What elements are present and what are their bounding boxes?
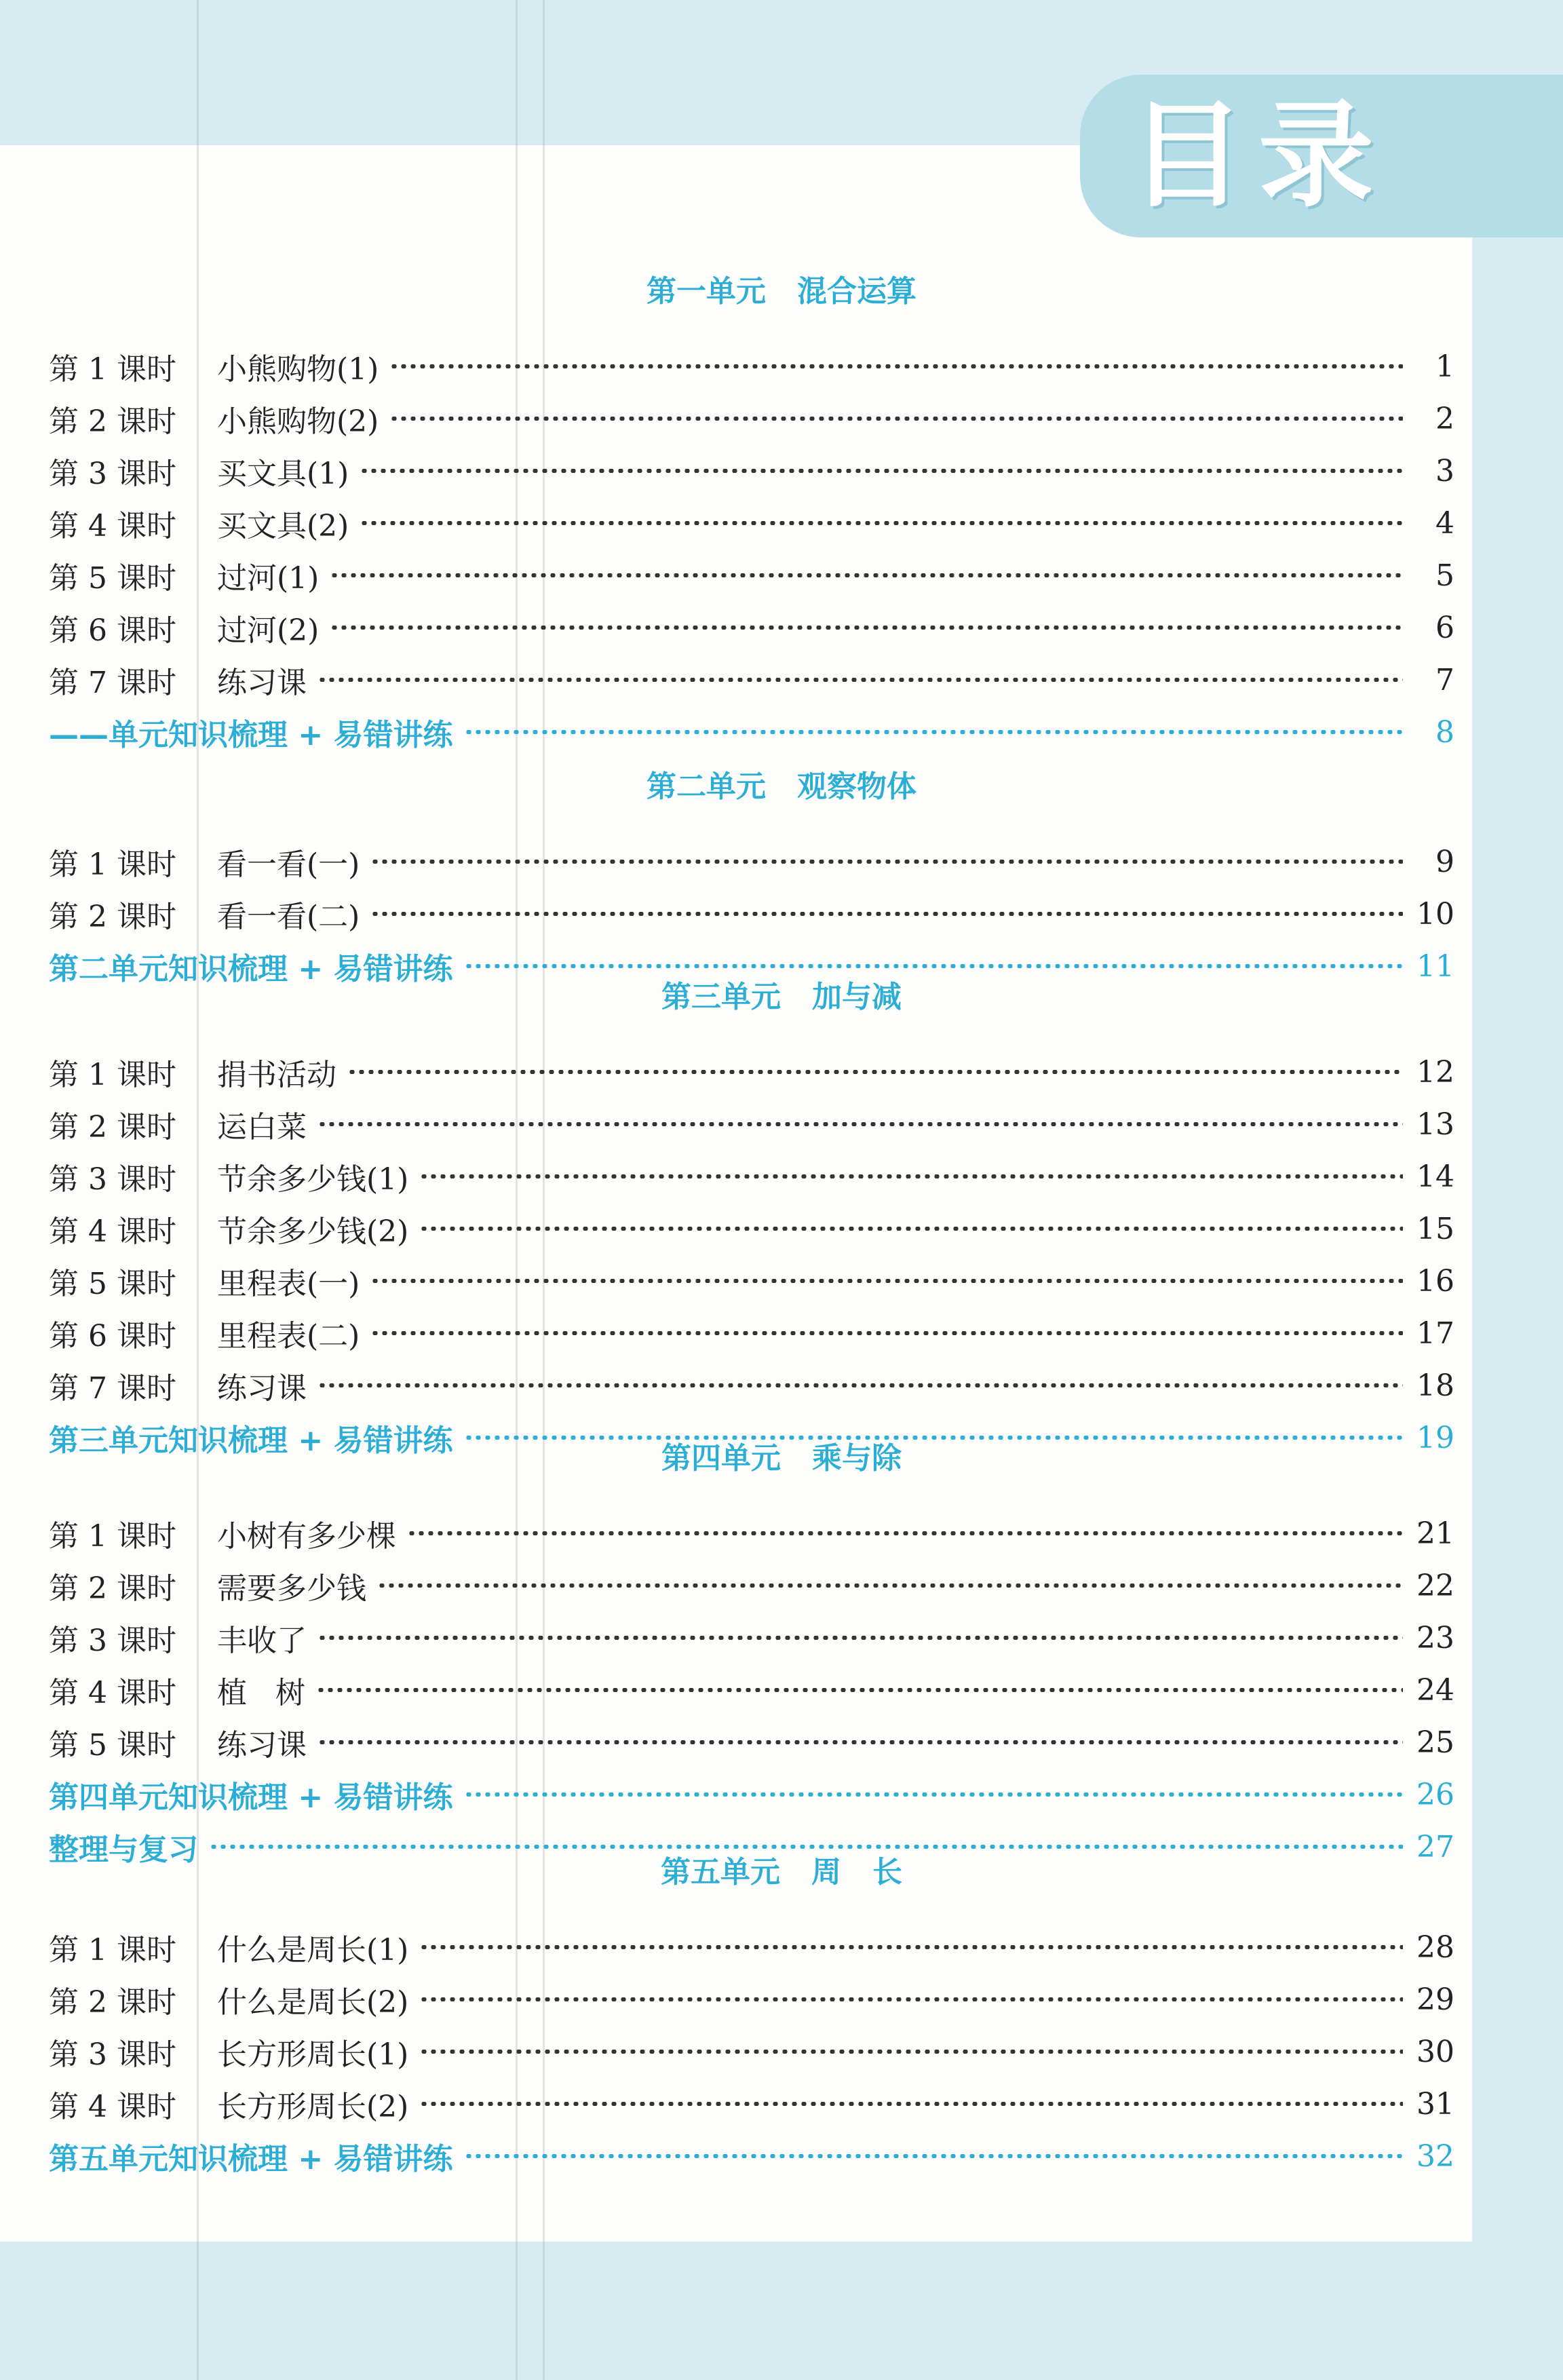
dot-leader xyxy=(347,1070,1403,1074)
page-number: 32 xyxy=(1416,2138,1454,2174)
page-number: 10 xyxy=(1416,896,1454,932)
page-number: 23 xyxy=(1416,1620,1454,1655)
toc-entry[interactable] xyxy=(49,1513,1454,1554)
toc-entry[interactable] xyxy=(49,2084,1454,2124)
dot-leader xyxy=(316,1688,1403,1692)
lesson-title: 练习课 xyxy=(216,666,307,700)
page-number: 27 xyxy=(1416,1829,1454,1864)
lesson-label: 第 1 课时 xyxy=(49,847,176,882)
lesson-label: 第 5 课时 xyxy=(49,1267,176,1301)
lesson-label: 第 6 课时 xyxy=(49,613,176,648)
lesson-label: 第 1 课时 xyxy=(49,1058,176,1092)
lesson-label: 第 5 课时 xyxy=(49,1728,176,1763)
page-number: 28 xyxy=(1416,1930,1454,1965)
toc-entry[interactable] xyxy=(49,607,1454,648)
page-number: 26 xyxy=(1416,1777,1454,1812)
dot-leader xyxy=(209,1845,1403,1849)
lesson-title: 过河(1) xyxy=(216,561,320,596)
page-number: 30 xyxy=(1416,2034,1454,2069)
lesson-title: 节余多少钱(2) xyxy=(216,1214,409,1249)
dot-leader xyxy=(317,1383,1403,1387)
lesson-label: 第 7 课时 xyxy=(49,666,176,700)
dot-leader xyxy=(370,912,1403,916)
review-entry-title: 第四单元知识梳理 + 易错讲练 xyxy=(49,1780,453,1815)
unit-title: 第三单元 加与减 xyxy=(661,980,902,1014)
lesson-title: 过河(2) xyxy=(216,613,320,648)
dot-leader xyxy=(419,2050,1403,2054)
dot-leader xyxy=(419,1174,1403,1178)
lesson-title: 丰收了 xyxy=(216,1624,307,1658)
review-entry-title: 第三单元知识梳理 + 易错讲练 xyxy=(49,1423,453,1458)
review-entry-title: ——单元知识梳理 + 易错讲练 xyxy=(49,718,453,752)
lesson-title: 长方形周长(1) xyxy=(216,2037,409,2072)
review-entry[interactable] xyxy=(49,1774,1454,1815)
lesson-label: 第 4 课时 xyxy=(49,509,176,543)
dot-leader xyxy=(389,364,1403,368)
review-entry-title: 第五单元知识梳理 + 易错讲练 xyxy=(49,2142,453,2176)
lesson-title: 运白菜 xyxy=(216,1110,307,1145)
lesson-label: 第 2 课时 xyxy=(49,404,176,439)
lesson-label: 第 3 课时 xyxy=(49,1162,176,1197)
lesson-title: 买文具(2) xyxy=(216,509,349,543)
page-number: 11 xyxy=(1416,948,1454,984)
toc-entry[interactable] xyxy=(49,1979,1454,2020)
page-number: 21 xyxy=(1416,1516,1454,1551)
dot-leader xyxy=(330,573,1403,577)
dot-leader xyxy=(370,1279,1403,1283)
toc-entry[interactable] xyxy=(49,555,1454,596)
lesson-title: 小树有多少棵 xyxy=(216,1519,396,1554)
dot-leader xyxy=(464,1792,1403,1797)
page-number: 22 xyxy=(1416,1568,1454,1603)
extra-entry-title: 整理与复习 xyxy=(49,1832,198,1867)
lesson-title: 练习课 xyxy=(216,1728,307,1763)
lesson-label: 第 2 课时 xyxy=(49,1571,176,1606)
lesson-title: 练习课 xyxy=(216,1371,307,1406)
toc-entry[interactable] xyxy=(49,450,1454,491)
lesson-label: 第 3 课时 xyxy=(49,2037,176,2072)
page-number: 29 xyxy=(1416,1982,1454,2017)
lesson-title: 里程表(一) xyxy=(216,1267,360,1301)
lesson-title: 什么是周长(2) xyxy=(216,1985,409,2020)
lesson-label: 第 3 课时 xyxy=(49,1624,176,1658)
toc-entry[interactable] xyxy=(49,894,1454,934)
dot-leader xyxy=(317,1740,1403,1744)
toc-entry[interactable] xyxy=(49,1313,1454,1354)
page-number: 6 xyxy=(1435,610,1454,645)
toc-entry[interactable] xyxy=(49,841,1454,882)
toc-entry[interactable] xyxy=(49,346,1454,387)
toc-entry[interactable] xyxy=(49,1208,1454,1249)
lesson-title: 捐书活动 xyxy=(216,1058,336,1092)
page-number: 8 xyxy=(1435,714,1454,750)
toc-entry[interactable] xyxy=(49,1670,1454,1710)
page-number: 17 xyxy=(1416,1316,1454,1351)
dot-leader xyxy=(389,417,1403,421)
page-title: 目录 xyxy=(1130,89,1388,223)
toc-entry[interactable] xyxy=(49,1617,1454,1658)
dot-leader xyxy=(360,469,1403,473)
page-number: 13 xyxy=(1416,1107,1454,1142)
page-number: 12 xyxy=(1416,1054,1454,1090)
unit-title: 第一单元 混合运算 xyxy=(647,274,916,309)
dot-leader xyxy=(360,521,1403,525)
lesson-label: 第 4 课时 xyxy=(49,2090,176,2124)
lesson-label: 第 2 课时 xyxy=(49,900,176,934)
toc-entry[interactable] xyxy=(49,1261,1454,1301)
lesson-title: 什么是周长(1) xyxy=(216,1933,409,1968)
lesson-label: 第 1 课时 xyxy=(49,1933,176,1968)
page-number: 16 xyxy=(1416,1263,1454,1299)
page-number: 5 xyxy=(1435,558,1454,593)
dot-leader xyxy=(464,730,1403,734)
review-entry[interactable] xyxy=(49,712,1454,752)
page-number: 19 xyxy=(1416,1420,1454,1455)
dot-leader xyxy=(317,1122,1403,1126)
toc-entry[interactable] xyxy=(49,503,1454,543)
lesson-label: 第 2 课时 xyxy=(49,1985,176,2020)
page-number: 18 xyxy=(1416,1368,1454,1403)
toc-entry[interactable] xyxy=(49,1722,1454,1763)
page-number: 2 xyxy=(1435,401,1454,436)
lesson-title: 买文具(1) xyxy=(216,457,349,491)
toc-entry[interactable] xyxy=(49,1156,1454,1197)
toc-entry[interactable] xyxy=(49,1565,1454,1606)
lesson-label: 第 5 课时 xyxy=(49,561,176,596)
lesson-title: 看一看(一) xyxy=(216,847,360,882)
lesson-title: 需要多少钱 xyxy=(216,1571,366,1606)
unit-title: 第五单元 周 长 xyxy=(661,1855,902,1889)
dot-leader xyxy=(317,1636,1403,1640)
lesson-label: 第 7 课时 xyxy=(49,1371,176,1406)
page-number: 1 xyxy=(1435,349,1454,384)
toc-entry[interactable] xyxy=(49,1365,1454,1406)
lesson-label: 第 1 课时 xyxy=(49,352,176,387)
toc-entry[interactable] xyxy=(49,1052,1454,1092)
lesson-label: 第 1 课时 xyxy=(49,1519,176,1554)
dot-leader xyxy=(407,1531,1403,1535)
page-number: 31 xyxy=(1416,2086,1454,2122)
page-number: 4 xyxy=(1435,505,1454,541)
dot-leader xyxy=(464,2154,1403,2158)
review-entry[interactable] xyxy=(49,2136,1454,2176)
lesson-title: 小熊购物(1) xyxy=(216,352,379,387)
lesson-title: 节余多少钱(1) xyxy=(216,1162,409,1197)
dot-leader xyxy=(419,2102,1403,2106)
dot-leader xyxy=(419,1945,1403,1949)
page-number: 7 xyxy=(1435,662,1454,697)
page-number: 25 xyxy=(1416,1725,1454,1760)
toc-entry[interactable] xyxy=(49,398,1454,439)
dot-leader xyxy=(464,964,1403,968)
toc-entry[interactable] xyxy=(49,659,1454,700)
lesson-title: 植 树 xyxy=(216,1676,305,1710)
dot-leader xyxy=(330,626,1403,630)
lesson-label: 第 4 课时 xyxy=(49,1676,176,1710)
page-number: 15 xyxy=(1416,1211,1454,1246)
lesson-label: 第 3 课时 xyxy=(49,457,176,491)
dot-leader xyxy=(370,860,1403,864)
dot-leader xyxy=(419,1997,1403,2001)
page-number: 9 xyxy=(1435,844,1454,879)
lesson-title: 长方形周长(2) xyxy=(216,2090,409,2124)
lesson-title: 看一看(二) xyxy=(216,900,360,934)
page-number: 24 xyxy=(1416,1672,1454,1708)
dot-leader xyxy=(370,1331,1403,1335)
review-entry-title: 第二单元知识梳理 + 易错讲练 xyxy=(49,952,453,986)
dot-leader xyxy=(317,678,1403,682)
lesson-label: 第 4 课时 xyxy=(49,1214,176,1249)
toc-entry[interactable] xyxy=(49,2031,1454,2072)
toc-entry[interactable] xyxy=(49,1927,1454,1968)
dot-leader xyxy=(419,1227,1403,1231)
page-number: 3 xyxy=(1435,453,1454,488)
toc-entry[interactable] xyxy=(49,1104,1454,1145)
unit-title: 第二单元 观察物体 xyxy=(647,769,916,804)
lesson-label: 第 2 课时 xyxy=(49,1110,176,1145)
lesson-title: 里程表(二) xyxy=(216,1319,360,1354)
lesson-title: 小熊购物(2) xyxy=(216,404,379,439)
unit-title: 第四单元 乘与除 xyxy=(661,1441,902,1476)
lesson-label: 第 6 课时 xyxy=(49,1319,176,1354)
page-number: 14 xyxy=(1416,1159,1454,1194)
dot-leader xyxy=(377,1584,1403,1588)
